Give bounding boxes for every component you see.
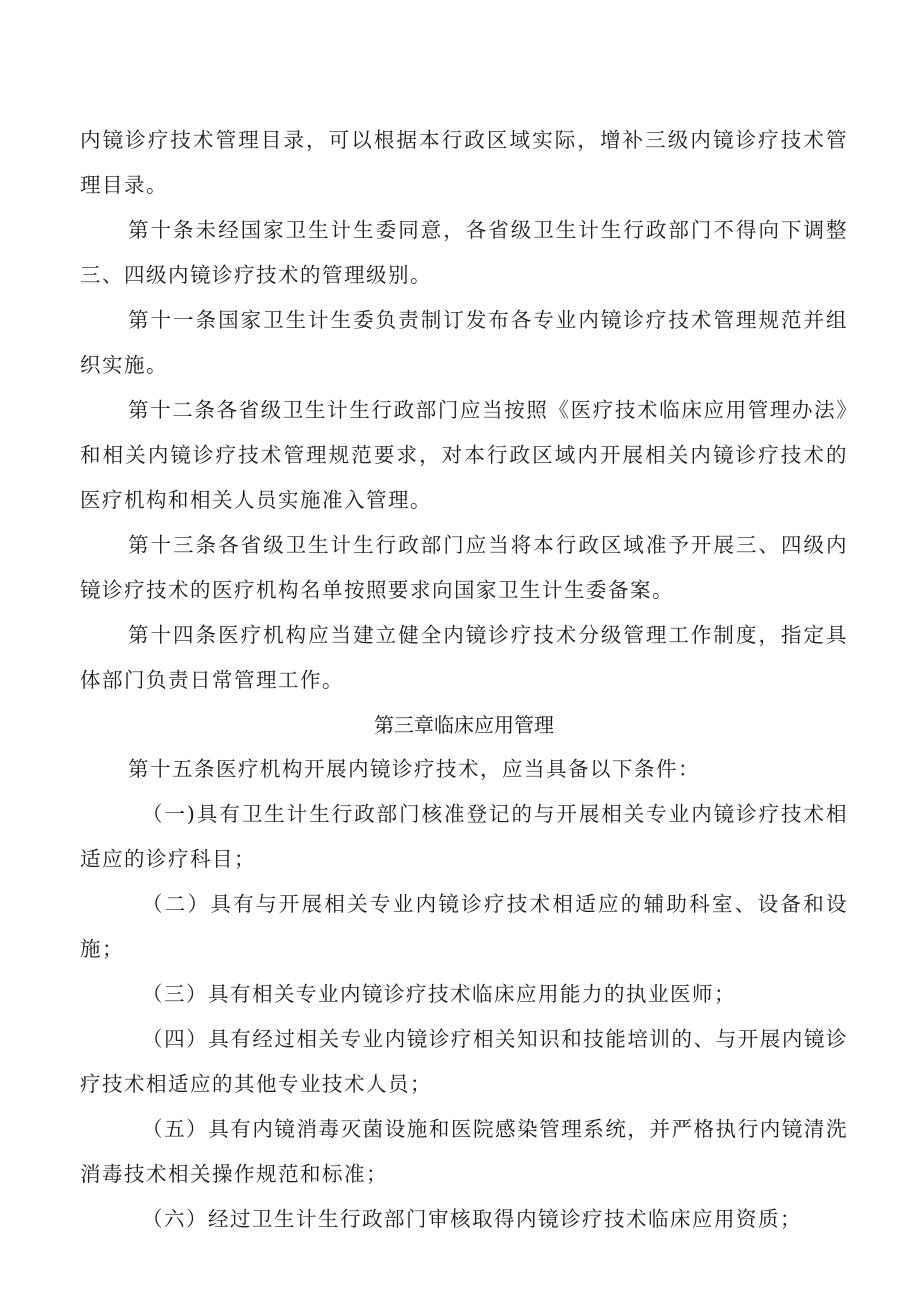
paragraph-article-10: 第十条未经国家卫生计生委同意，各省级卫生计生行政部门不得向下调整三、四级内镜诊疗技术的管理级别。 [80,218,848,287]
paragraph-article-12: 第十二条各省级卫生计生行政部门应当按照《医疗技术临床应用管理办法》和相关内镜诊疗技术管理规范要求，对本行政区域内开展相关内镜诊疗技术的医疗机构和相关人员实施准入管理。 [80,398,848,512]
condition-item-4: （四）具有经过相关专业内镜诊疗相关知识和技能培训的、与开展内镜诊疗技术相适应的其他专业技术人员； [80,1027,848,1096]
chapter-heading: 第三章临床应用管理 [374,713,554,737]
paragraph-article-15: 第十五条医疗机构开展内镜诊疗技术，应当具备以下条件： [128,757,700,781]
paragraph-article-11: 第十一条国家卫生计生委负责制订发布各专业内镜诊疗技术管理规范并组织实施。 [80,308,848,377]
condition-item-3: （三）具有相关专业内镜诊疗技术临床应用能力的执业医师； [142,982,736,1006]
paragraph-article-14: 第十四条医疗机构应当建立健全内镜诊疗技术分级管理工作制度，指定具体部门负责日常管理工作。 [80,623,848,692]
document-body [80,118,848,1242]
condition-item-1: （一)具有卫生计生行政部门核准登记的与开展相关专业内镜诊疗技术相适应的诊疗科目； [80,802,848,871]
condition-item-5: （五）具有内镜消毒灭菌设施和医院感染管理系统，并严格执行内镜清洗消毒技术相关操作规范和标准； [80,1117,848,1186]
paragraph-article-13: 第十三条各省级卫生计生行政部门应当将本行政区域准予开展三、四级内镜诊疗技术的医疗机构名单按照要求向国家卫生计生委备案。 [80,533,848,602]
condition-item-2: （二）具有与开展相关专业内镜诊疗技术相适应的辅助科室、设备和设施； [80,892,848,961]
condition-item-6: （六）经过卫生计生行政部门审核取得内镜诊疗技术临床应用资质； [142,1207,802,1231]
paragraph-catalog-continuation: 内镜诊疗技术管理目录，可以根据本行政区域实际，增补三级内镜诊疗技术管理目录。 [80,128,848,197]
